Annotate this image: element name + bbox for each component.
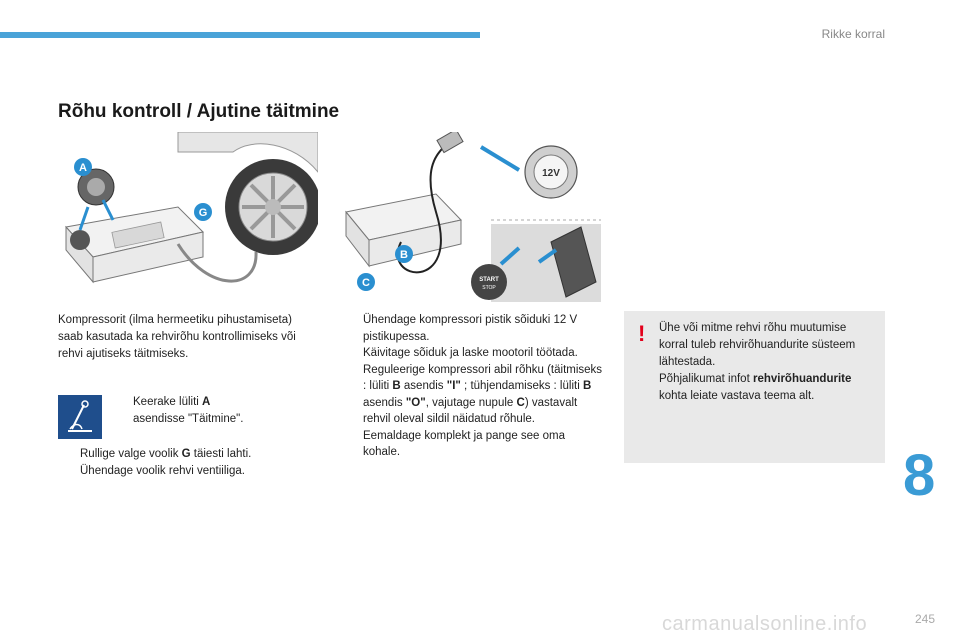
tool-icon [58, 395, 102, 439]
adjust-step: Reguleerige kompressori abil rõhku (täitmiseks : lüliti B asendis "I" ; tühjendamiseks : lüliti B asendis "O", vajutage nupule C) vastavalt rehvil oleval sildil näidatud rõhule. [363, 363, 603, 425]
callout-a-label: A [79, 162, 87, 174]
warning-text: Ühe või mitme rehvi rõhu muutumise korral tuleb rehvirõhuandurite süsteem lähtestada. Põhjalikumat infot rehvirõhuandurite kohta leiate vastava teema alt. [659, 322, 856, 402]
remove-step: Eemaldage komplekt ja pange see oma kohale. [363, 429, 566, 458]
warning-icon: ! [638, 321, 646, 346]
callout-b-label: B [400, 249, 408, 261]
start-label: START [479, 277, 499, 283]
plug-step: Ühendage kompressori pistik sõiduki 12 V pistikupessa. [363, 314, 578, 343]
socket-start-illustration [341, 132, 601, 302]
hose-step: Rullige valge voolik G täiesti lahti. [80, 448, 252, 460]
warning-box [624, 311, 885, 463]
switch-step: Keerake lüliti A asendisse "Täitmine". [133, 396, 244, 425]
section-title: Rikke korral [821, 27, 885, 41]
right-steps [341, 312, 603, 461]
connect-step: Ühendage voolik rehvi ventiiliga. [80, 464, 245, 477]
chapter-number: 8 [903, 443, 936, 508]
switch-step-block [111, 394, 261, 427]
page-title: Rõhu kontroll / Ajutine täitmine [58, 101, 340, 122]
callout-g-label: G [198, 207, 208, 219]
socket-label: 12V [542, 168, 560, 179]
intro-paragraph: Kompressorit (ilma hermeetiku pihustamiseta) saab kasutada ka rehvirõhu kontrollimiseks või rehvi ajutiseks täitmiseks. [58, 314, 296, 360]
left-steps [58, 446, 320, 479]
header-accent-bar [0, 32, 480, 38]
start-step: Käivitage sõiduk ja laske mootoril töötada. [363, 347, 578, 359]
callout-c-label: C [362, 277, 370, 289]
watermark: carmanualsonline.info [662, 613, 868, 635]
page-number: 245 [915, 612, 936, 626]
compressor-wheel-illustration [58, 132, 318, 302]
stop-label: STOP [482, 285, 496, 291]
